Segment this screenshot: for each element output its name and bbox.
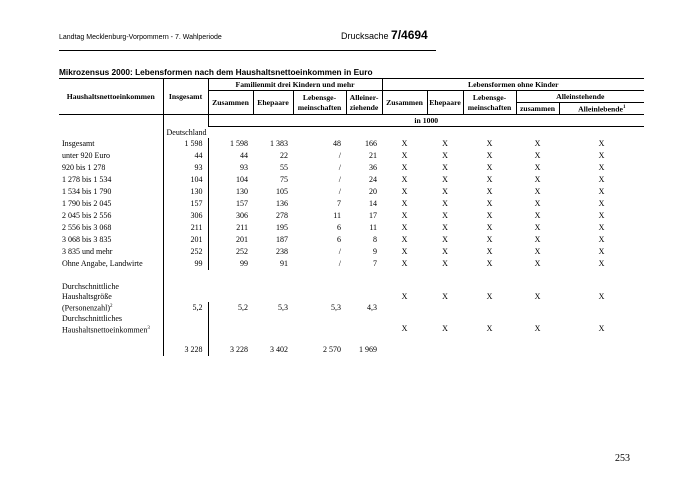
table-cell: 157 [163, 198, 208, 210]
table-cell: X [534, 222, 541, 232]
col-header-zusammen: Zusammen [208, 91, 253, 115]
table-cell: X [534, 258, 541, 268]
table-cell: X [598, 174, 605, 184]
page-number: 253 [615, 453, 630, 464]
col-header-alleinerziehende: Alleiner-ziehende [346, 91, 382, 115]
group-header-without-children: Lebensformen ohne Kinder [382, 79, 644, 91]
table-cell: 44 [240, 150, 248, 160]
table-cell: 130 [236, 186, 248, 196]
avg-income-value: 1 969 [359, 344, 378, 354]
avg-income-label-1: Durchschnittliches [59, 314, 163, 324]
table-cell: X [534, 246, 541, 256]
avg-income-value: 3 228 [163, 344, 208, 356]
footnote-marker-2: 2 [109, 303, 113, 309]
avg-size-x: X [486, 291, 493, 301]
header-right-prefix: Drucksache [341, 31, 392, 41]
table-cell: X [442, 162, 448, 172]
table-cell: X [401, 258, 408, 268]
avg-size-x: X [534, 291, 541, 301]
table-cell: X [442, 150, 448, 160]
footnote-marker-3: 3 [147, 325, 150, 331]
table-cell: X [486, 186, 493, 196]
table-row [59, 258, 644, 270]
avg-size-label-2: Haushaltsgröße [59, 292, 163, 302]
data-table [59, 78, 644, 356]
table-cell: 6 [337, 234, 341, 244]
table-cell: X [442, 246, 448, 256]
col-header-alleinlebende [559, 103, 644, 115]
table-cell: X [598, 222, 605, 232]
table-cell: X [534, 210, 541, 220]
table-cell: X [598, 210, 605, 220]
row-label: 1 790 bis 2 045 [59, 198, 163, 210]
avg-size-value: 5,3 [278, 302, 288, 312]
avg-income-label-2-text: Haushaltsnettoeinkommen [62, 325, 148, 335]
avg-size-x: X [442, 291, 448, 301]
table-cell: X [486, 174, 493, 184]
table-cell: X [442, 138, 448, 148]
avg-size-value: 5,2 [163, 302, 208, 314]
col-header-lebensgemeinschaften: Lebensge-meinschaften [293, 91, 346, 115]
table-row [59, 198, 644, 210]
table-row [59, 138, 644, 150]
table-cell: 1 598 [163, 138, 208, 150]
table-cell: X [598, 162, 605, 172]
table-cell: 91 [280, 258, 288, 268]
table-cell: X [486, 258, 493, 268]
table-cell: 136 [276, 198, 288, 208]
table-cell: 104 [236, 174, 248, 184]
avg-income-x: X [442, 324, 448, 334]
avg-income-x: X [401, 324, 408, 334]
table-cell: 7 [337, 198, 341, 208]
avg-income-value: 3 228 [230, 344, 248, 354]
table-cell: 6 [337, 222, 341, 232]
table-cell: 201 [236, 234, 248, 244]
table-cell: 306 [163, 210, 208, 222]
row-label: 3 835 und mehr [59, 246, 163, 258]
table-cell: 48 [333, 138, 341, 148]
row-label: 1 534 bis 1 790 [59, 186, 163, 198]
table-cell: X [534, 186, 541, 196]
table-cell: X [401, 150, 408, 160]
table-row [59, 234, 644, 246]
avg-size-label-1: Durchschnittliche [59, 282, 163, 292]
table-cell: X [401, 222, 408, 232]
avg-size-label-3 [59, 302, 163, 314]
unit-label: in 1000 [208, 115, 644, 127]
table-cell: X [534, 138, 541, 148]
avg-income-value: 3 402 [270, 344, 288, 354]
table-row [59, 186, 644, 198]
table-cell: X [486, 150, 493, 160]
table-cell: 22 [280, 150, 288, 160]
avg-income-label-2 [59, 324, 163, 335]
table-cell: X [442, 258, 448, 268]
row-label: 2 045 bis 2 556 [59, 210, 163, 222]
col-header-income: Haushaltsnettoeinkommen [59, 79, 163, 115]
table-cell: X [486, 222, 493, 232]
avg-income-value: 2 570 [323, 344, 341, 354]
footnote-marker-1: 1 [622, 105, 626, 110]
table-cell: X [486, 138, 493, 148]
header-rule [59, 50, 436, 51]
header-left: Landtag Mecklenburg-Vorpommern - 7. Wahlperiode [59, 34, 222, 41]
table-cell: 93 [240, 162, 248, 172]
table-cell: 36 [369, 162, 378, 172]
avg-income-x: X [486, 324, 493, 334]
table-cell: 238 [276, 246, 288, 256]
col-header-zusammen-2: Zusammen [382, 91, 427, 115]
table-cell: 75 [280, 174, 288, 184]
table-cell: X [486, 234, 493, 244]
row-label: unter 920 Euro [59, 150, 163, 162]
avg-size-value: 5,2 [238, 302, 248, 312]
table-cell: 44 [163, 150, 208, 162]
table-cell: X [598, 258, 605, 268]
table-cell: 8 [373, 234, 378, 244]
table-cell: X [598, 198, 605, 208]
table-cell: X [598, 150, 605, 160]
table-cell: 24 [369, 174, 378, 184]
table-cell: X [534, 234, 541, 244]
table-caption: Mikrozensus 2000: Lebensformen nach dem Haushaltsnettoeinkommen in Euro [59, 67, 373, 77]
table-cell: X [442, 198, 448, 208]
row-label: Ohne Angabe, Landwirte [59, 258, 163, 270]
table-cell: 252 [163, 246, 208, 258]
table-row [59, 174, 644, 186]
row-label: 2 556 bis 3 068 [59, 222, 163, 234]
avg-income-x: X [534, 324, 541, 334]
col-header-ehepaare-2: Ehepaare [427, 91, 463, 115]
table-cell: 17 [369, 210, 378, 220]
table-cell: X [442, 222, 448, 232]
table-cell: 11 [369, 222, 378, 232]
table-cell: / [338, 258, 341, 268]
table-cell: / [338, 162, 341, 172]
table-cell: X [598, 234, 605, 244]
header-right [341, 28, 428, 42]
table-cell: X [442, 174, 448, 184]
table-cell: X [598, 186, 605, 196]
table-cell: 201 [163, 234, 208, 246]
table-row [59, 246, 644, 258]
table-cell: / [338, 186, 341, 196]
table-cell: X [534, 174, 541, 184]
table-cell: 306 [236, 210, 248, 220]
table-cell: X [598, 246, 605, 256]
row-label: Insgesamt [59, 138, 163, 150]
table-row [59, 162, 644, 174]
table-cell: 166 [365, 138, 378, 148]
col-header-ehepaare: Ehepaare [253, 91, 293, 115]
table-cell: X [534, 150, 541, 160]
table-cell: X [442, 234, 448, 244]
table-cell: X [486, 198, 493, 208]
table-cell: 211 [163, 222, 208, 234]
table-cell: 1 598 [230, 138, 248, 148]
table-cell: 55 [280, 162, 288, 172]
table-cell: X [486, 210, 493, 220]
group-header-with-children: Familienmit drei Kindern und mehr [208, 79, 382, 91]
row-label: 3 068 bis 3 835 [59, 234, 163, 246]
document-number: 7/4694 [391, 28, 428, 42]
avg-size-label-3-text: (Personenzahl) [62, 303, 110, 313]
table-cell: / [338, 150, 341, 160]
table-cell: 157 [236, 198, 248, 208]
table-cell: 20 [369, 186, 378, 196]
table-cell: 252 [236, 246, 248, 256]
table-row [59, 150, 644, 162]
table-cell: 104 [163, 174, 208, 186]
table-cell: X [401, 210, 408, 220]
table-cell: 99 [240, 258, 248, 268]
table-cell: X [401, 186, 408, 196]
avg-size-x: X [401, 291, 408, 301]
table-cell: 7 [373, 258, 378, 268]
table-cell: 130 [163, 186, 208, 198]
table-cell: X [442, 210, 448, 220]
table-cell: 1 383 [270, 138, 288, 148]
col-header-total: Insgesamt [163, 79, 208, 115]
table-cell: 11 [333, 210, 341, 220]
table-cell: X [401, 198, 408, 208]
table-cell: 278 [276, 210, 288, 220]
avg-income-x: X [598, 324, 605, 334]
col-header-singles-zusammen: zusammen [516, 103, 559, 115]
table-cell: X [442, 186, 448, 196]
table-cell: 14 [369, 198, 378, 208]
table-cell: X [598, 138, 605, 148]
table-cell: X [401, 138, 408, 148]
avg-size-value: 5,3 [331, 302, 341, 312]
table-cell: X [401, 246, 408, 256]
col-header-alleinlebende-text: Alleinlebende [578, 104, 623, 114]
region-label: Deutschland [166, 127, 207, 137]
avg-size-x: X [598, 291, 605, 301]
table-cell: X [401, 174, 408, 184]
col-header-lebensgemeinschaften-2: Lebensge-meinschaften [463, 91, 516, 115]
table-cell: X [534, 198, 541, 208]
table-cell: 9 [373, 246, 378, 256]
table-cell: 99 [163, 258, 208, 270]
table-cell: X [401, 234, 408, 244]
table-cell: 211 [236, 222, 248, 232]
group-header-singles: Alleinstehende [516, 91, 644, 103]
table-cell: 93 [163, 162, 208, 174]
table-cell: / [338, 246, 341, 256]
table-cell: X [486, 162, 493, 172]
table-cell: / [338, 174, 341, 184]
row-label: 1 278 bis 1 534 [59, 174, 163, 186]
avg-size-value: 4,3 [367, 302, 378, 312]
table-row [59, 210, 644, 222]
table-row [59, 222, 644, 234]
row-label: 920 bis 1 278 [59, 162, 163, 174]
table-cell: X [534, 162, 541, 172]
table-cell: 187 [276, 234, 288, 244]
table-cell: 195 [276, 222, 288, 232]
table-cell: X [401, 162, 408, 172]
table-cell: X [486, 246, 493, 256]
table-cell: 21 [369, 150, 378, 160]
table-cell: 105 [276, 186, 288, 196]
